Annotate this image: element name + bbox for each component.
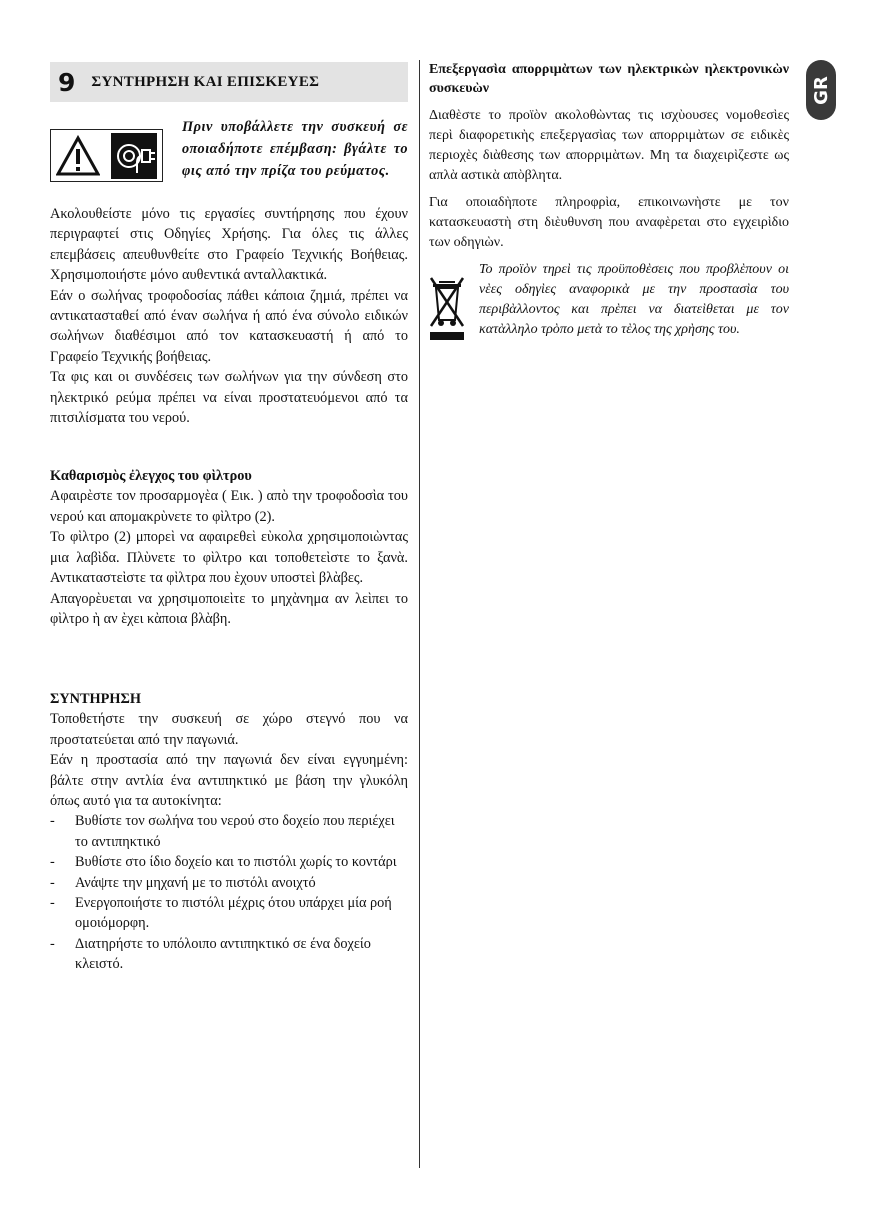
language-tab-label: GR bbox=[810, 75, 832, 105]
crossed-bin-icon bbox=[429, 274, 465, 342]
list-bullet: - bbox=[50, 813, 55, 830]
list-item-text: Ενεργοποιήστε το πιστόλι μέχρις ότου υπάρχει μία ροή ομοιόμορφη. bbox=[75, 894, 392, 932]
warning-block bbox=[50, 116, 408, 182]
right-column bbox=[429, 60, 789, 347]
list-item bbox=[50, 852, 408, 872]
list-item bbox=[50, 893, 408, 934]
filter-paragraph-2: Το φὶλτρο (2) μπορεὶ να αφαιρεθεὶ εὺκολα χρησιμοποιὼντας μια λαβὶδα. Πλὺνετε το φὶλτρο και τοποθετεὶστε το ξανὰ. Αντικαταστεὶστε τα φὶλτρα που ὲχουν υποστεὶ βλὰβες. bbox=[50, 529, 408, 587]
weee-block bbox=[429, 260, 789, 347]
warning-triangle-icon bbox=[56, 135, 100, 177]
disposal-paragraph-2: Για οποιαδὴποτε πληροφρὶα, επικοινωνὴστε με τον κατασκευαστὴ στη διὲυθυνση που αναφὲρεται στο εγχειρὶδιο των οδηγιὼν. bbox=[429, 195, 789, 250]
list-item bbox=[50, 873, 408, 893]
unplug-icon bbox=[111, 133, 157, 179]
list-item bbox=[50, 934, 408, 975]
storage-steps-list bbox=[50, 811, 408, 974]
list-item-text: Ανάψτε την μηχανή με το πιστόλι ανοιχτό bbox=[75, 874, 316, 891]
storage-heading: ΣΥΝΤΗΡΗΣΗ bbox=[50, 691, 141, 708]
filter-heading: Καθαρισμὸς ἐλεγχος του φὶλτρου bbox=[50, 468, 252, 485]
list-item bbox=[50, 811, 408, 852]
storage-paragraph-1: Τοποθετήστε την συσκευή σε χώρο στεγνό που να προστατεύεται από την παγωνιά. bbox=[50, 711, 408, 748]
section-number: 9 bbox=[58, 67, 76, 97]
language-tab bbox=[806, 60, 836, 120]
disposal-heading: Επεξεργασὶα απορριμὰτων των ηλεκτρικὼν ηλεκτρονικὼν συσκευὼν bbox=[429, 62, 789, 96]
intro-paragraph-2: Εάν ο σωλήνας τροφοδοσίας πάθει κάποια ζημιά, πρέπει να αντικατασταθεί από έναν σωλήνα ή από ένα σύνολο ειδικών σωλήνων διαθέσιμοι από τον κατασκευαστή ή από το Γραφείο Τεχνικής βοήθειας. bbox=[50, 287, 408, 365]
section-title: ΣΥΝΤΗΡΗΣΗ ΚΑΙ ΕΠΙΣΚΕΥΕΣ bbox=[91, 73, 320, 90]
list-item-text: Βυθίστε τον σωλήνα του νερού στο δοχείο που περιέχει το αντιπηκτικό bbox=[75, 813, 395, 850]
spacer bbox=[50, 629, 408, 689]
list-bullet: - bbox=[50, 894, 55, 911]
filter-paragraph-1: Αφαιρὲστε τον προσαρμογὲα ( Εικ. ) απὸ την τροφοδοσὶα του νερού και απομακρὺνετε το φὶλτρο (2). bbox=[50, 488, 408, 525]
column-divider bbox=[419, 60, 420, 1168]
disposal-paragraph-1: Διαθὲστε το προϊὸν ακολοθὼντας τις ισχὺουσες νομοθεσὶες περὶ διαφορετικὴς επεξεργασὶας των απορριμὰτων σε ειδικὲς περιοχὲς διὰθεσης των απορριμὰτων. Μη τα διαχειρὶζεστε ως απλὰ αστικὰ απὸβλητα. bbox=[429, 108, 789, 183]
weee-text: Το προϊὸν τηρεὶ τις προϋποθὲσεις που προβλὲπουν οι νὲες οδηγὶες αναφορικὰ με την προστασὶα του περιβὰλλοντος και πρὲπει να διατεὶθεται με τον κατὰλληλο τρὸπο μετὰ το τὲλος της χρὴσης του. bbox=[479, 262, 789, 337]
left-column bbox=[50, 62, 408, 975]
intro-paragraph-3: Τα φις και οι συνδέσεις των σωλήνων για την σύνδεση στο ηλεκτρικό ρεύμα πρέπει να είναι προστατευόμενοι από τα πιτσιλίσματα του νερού. bbox=[50, 369, 408, 427]
storage-paragraph-2: Εάν η προστασία από την παγωνιά δεν είναι εγγυημένη: βάλτε στην αντλία ένα αντιπηκτικό με βάση την γλυκόλη όπως αυτό για τα αυτοκίνητα: bbox=[50, 752, 408, 809]
spacer bbox=[50, 428, 408, 466]
list-item-text: Διατηρήστε το υπόλοιπο αντιπηκτικό σε ένα δοχείο κλειστό. bbox=[75, 935, 371, 973]
intro-paragraph-1: Ακολουθείστε μόνο τις εργασίες συντήρησης που έχουν περιγραφτεί στις Οδηγίες Χρήσης. Για όλες τις άλλες επεμβάσεις απευθυνθείτε στο Γραφείο Τεχνικής Βοήθειας. Χρησιμοποιήστε μόνο αυθεντικά ανταλλακτικά. bbox=[50, 206, 408, 284]
list-bullet: - bbox=[50, 874, 55, 891]
filter-paragraph-3: Απαγορὲυεται να χρησιμοποιεὶτε το μηχὰνημα αν λεὶπει το φὶλτρο ὴ αν ὲχει κὰποια βλὰβη. bbox=[50, 590, 408, 627]
warning-text: Πριν υποβάλλετε την συσκευή σε οποιαδήποτε επέμβαση: βγάλτε το φις από την πρίζα του ρεύματος. bbox=[182, 119, 408, 179]
list-bullet: - bbox=[50, 854, 55, 871]
list-item-text: Βυθίστε στο ίδιο δοχείο και το πιστόλι χωρίς το κοντάρι bbox=[75, 854, 397, 871]
section-header bbox=[50, 62, 408, 102]
warning-icons bbox=[50, 129, 163, 182]
list-bullet: - bbox=[50, 935, 55, 952]
